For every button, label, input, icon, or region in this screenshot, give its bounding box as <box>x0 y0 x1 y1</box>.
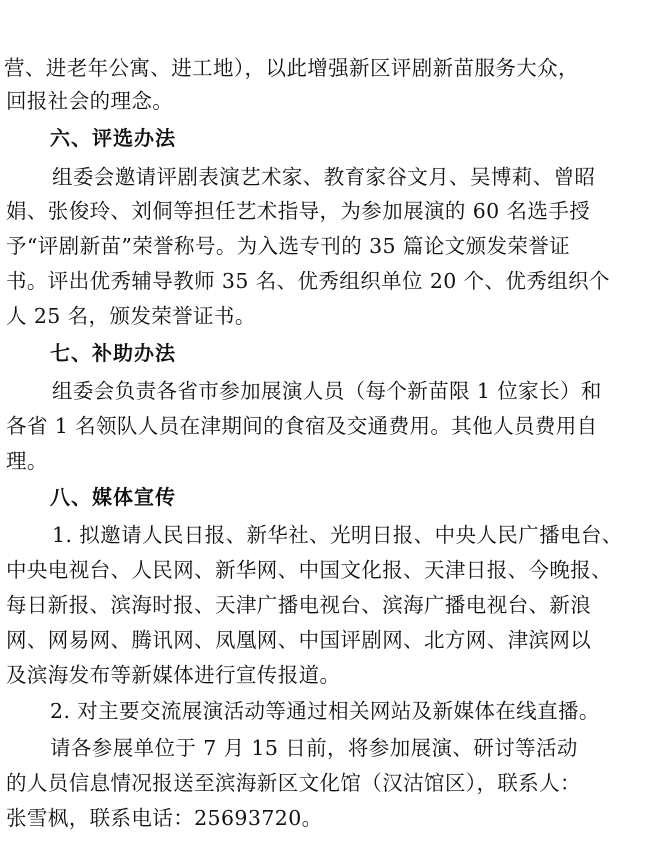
text-line: 营、进老年公寓、进工地），以此增强新区评剧新苗服务大众， <box>4 56 579 80</box>
text-line: 人 25 名，颁发荣誉证书。 <box>6 304 256 328</box>
text-line: 予“评剧新苗”荣誉称号。为入选专刊的 35 篇论文颁发荣誉证 <box>6 234 571 258</box>
text-line: 书。评出优秀辅导教师 35 名、优秀组织单位 20 个、优秀组织个 <box>6 269 610 293</box>
text-line: 回报社会的理念。 <box>6 89 174 113</box>
text-line: 娟、张俊玲、刘侗等担任艺术指导，为参加展演的 60 名选手授 <box>6 199 591 223</box>
section-heading: 六、评选办法 <box>50 126 176 150</box>
text-line: 请各参展单位于 7 月 15 日前，将参加展演、研讨等活动 <box>50 736 578 760</box>
text-line: 组委会负责各省市参加展演人员（每个新苗限 1 位家长）和 <box>52 379 602 403</box>
text-line: 的人员信息情况报送至滨海新区文化馆（汉沽馆区），联系人： <box>6 771 581 795</box>
text-line: 及滨海发布等新媒体进行宣传报道。 <box>6 663 341 687</box>
text-line: 各省 1 名领队人员在津期间的食宿及交通费用。其他人员费用自 <box>6 414 598 438</box>
section-heading: 八、媒体宣传 <box>50 485 176 509</box>
text-line: 每日新报、滨海时报、天津广播电视台、滨海广播电视台、新浪 <box>6 593 592 617</box>
text-line: 理。 <box>6 449 48 473</box>
text-line: 2. 对主要交流展演活动等通过相关网站及新媒体在线直播。 <box>50 699 600 723</box>
text-line: 张雪枫，联系电话：25693720。 <box>6 806 323 830</box>
text-line: 中央电视台、人民网、新华网、中国文化报、天津日报、今晚报、 <box>6 558 613 582</box>
section-heading: 七、补助办法 <box>50 341 176 365</box>
text-line: 网、网易网、腾讯网、凤凰网、中国评剧网、北方网、津滨网以 <box>6 628 592 652</box>
text-line: 组委会邀请评剧表演艺术家、教育家谷文月、吴博莉、曾昭 <box>52 165 596 189</box>
text-line: 1. 拟邀请人民日报、新华社、光明日报、中央人民广播电台、 <box>52 523 623 547</box>
